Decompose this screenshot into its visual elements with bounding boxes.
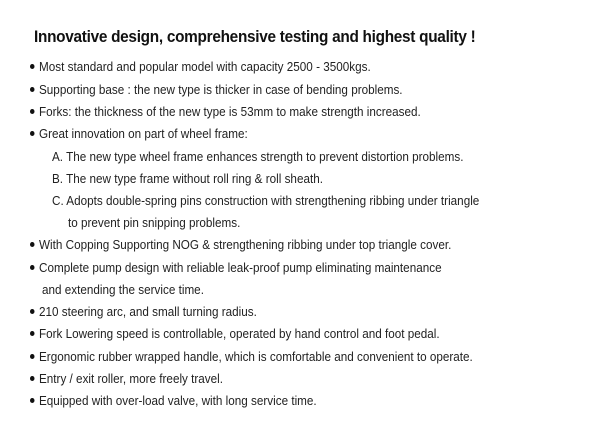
bullet-dot-icon	[30, 265, 35, 270]
bullet-line-pump-continuation	[42, 282, 204, 298]
bullet-line-steering	[30, 304, 257, 320]
line-text: 210 steering arc, and small turning radius.	[39, 304, 257, 319]
bullet-line-overload-valve	[30, 393, 317, 409]
line-text: Forks: the thickness of the new type is 53mm to make strength increased.	[39, 104, 421, 119]
bullet-dot-icon	[30, 87, 35, 92]
sub-item-a	[52, 149, 463, 165]
bullet-line-pump	[30, 260, 442, 276]
line-text: Equipped with over-load valve, with long service time.	[39, 393, 317, 408]
sub-item-c	[52, 193, 479, 209]
line-text: With Copping Supporting NOG & strengthening ribbing under top triangle cover.	[39, 237, 452, 252]
line-text: Complete pump design with reliable leak-proof pump eliminating maintenance	[39, 260, 442, 275]
bullet-dot-icon	[30, 131, 35, 136]
sub-item-c-continuation	[68, 215, 240, 231]
bullet-dot-icon	[30, 64, 35, 69]
line-text: A. The new type wheel frame enhances strength to prevent distortion problems.	[52, 149, 464, 164]
line-text: and extending the service time.	[42, 282, 204, 297]
bullet-line-handle	[30, 349, 473, 365]
bullet-line-forks	[30, 104, 421, 120]
sub-item-b	[52, 171, 323, 187]
bullet-line-roller	[30, 371, 223, 387]
bullet-dot-icon	[30, 331, 35, 336]
line-text: Fork Lowering speed is controllable, operated by hand control and foot pedal.	[39, 326, 440, 341]
bullet-dot-icon	[30, 109, 35, 114]
bullet-line-capacity	[30, 59, 371, 75]
bullet-dot-icon	[30, 309, 35, 314]
line-text: Most standard and popular model with capacity 2500 - 3500kgs.	[39, 59, 371, 74]
bullet-line-supporting-base	[30, 82, 403, 98]
line-text: to prevent pin snipping problems.	[68, 215, 241, 230]
bullet-dot-icon	[30, 376, 35, 381]
bullet-dot-icon	[30, 398, 35, 403]
bullet-line-nog	[30, 237, 451, 253]
line-text: Great innovation on part of wheel frame:	[39, 126, 248, 141]
line-text: Ergonomic rubber wrapped handle, which is comfortable and convenient to operate.	[39, 349, 473, 364]
bullet-line-lowering-speed	[30, 326, 440, 342]
line-text: Entry / exit roller, more freely travel.	[39, 371, 224, 386]
bullet-dot-icon	[30, 242, 35, 247]
line-text: B. The new type frame without roll ring & roll sheath.	[52, 171, 323, 186]
line-text: Supporting base : the new type is thicker in case of bending problems.	[39, 82, 403, 97]
bullet-line-wheel-frame	[30, 126, 248, 142]
page-title: Innovative design, comprehensive testing and highest quality !	[34, 28, 476, 46]
line-text: C. Adopts double-spring pins construction with strengthening ribbing under triangle	[52, 193, 480, 208]
bullet-dot-icon	[30, 354, 35, 359]
